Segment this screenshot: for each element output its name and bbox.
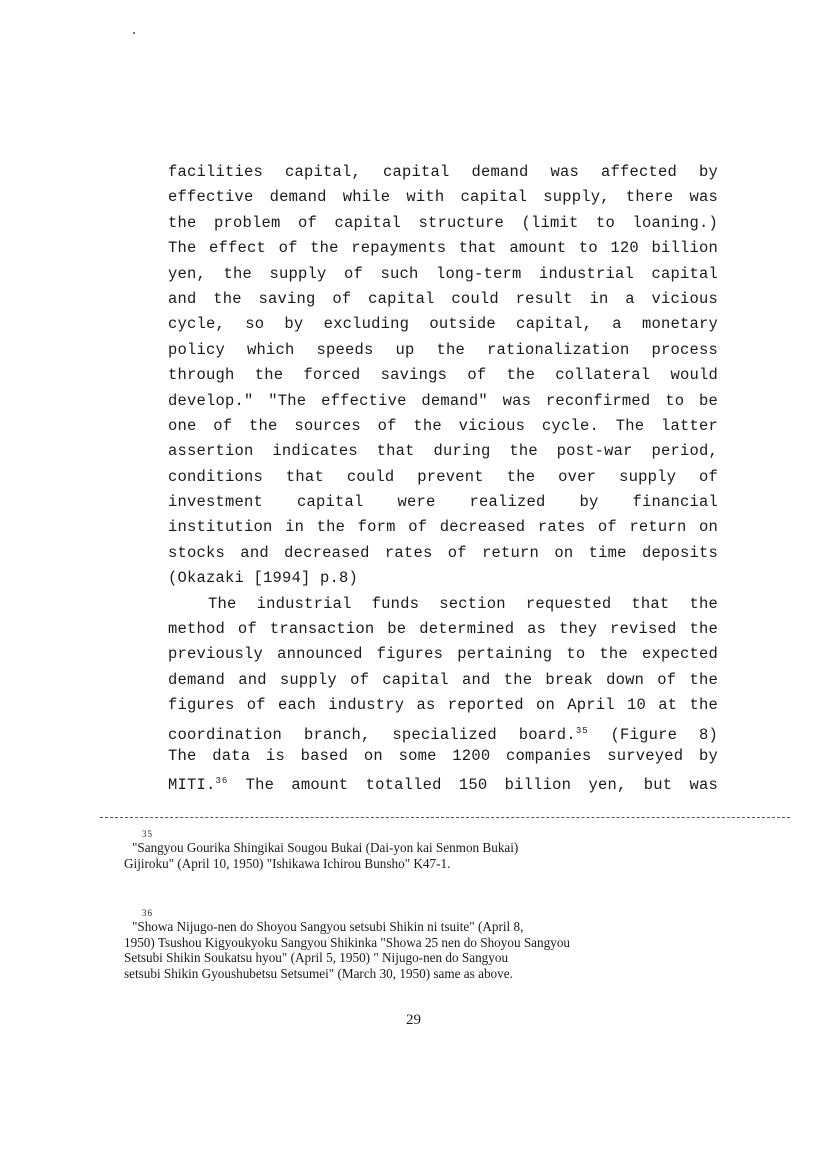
body-line: and the saving of capital could result in a vicious: [168, 289, 718, 308]
body-line: facilities capital, capital demand was affected by: [168, 163, 718, 181]
body-line-part: (Figure 8): [588, 725, 718, 744]
body-line: through the forced savings of the collateral would: [168, 366, 718, 385]
body-line: institution in the form of decreased rates of return on: [168, 518, 718, 537]
body-line: cycle, so by excluding outside capital, a monetary: [168, 315, 718, 334]
body-line: The effect of the repayments that amount to 120 billion: [168, 239, 718, 258]
footnote-line: 1950) Tsushou Kigyoukyoku Sangyou Shikinka "Showa 25 nen do Shoyou Sangyou: [124, 934, 571, 950]
footnote-line: "Sangyou Gourika Shingikai Sougou Bukai (Dai-yon kai Senmon Bukai): [132, 840, 519, 855]
body-line-part: MITI.: [168, 776, 216, 795]
footnote-line: Gijiroku" (April 10, 1950) "Ishikawa Ichirou Bunsho" K47-1.: [124, 855, 451, 871]
body-line: method of transaction be determined as they revised the: [168, 620, 718, 639]
body-line: [168, 769, 718, 794]
body-line: assertion indicates that during the post-war period,: [168, 442, 718, 461]
body-line: previously announced figures pertaining to the expected: [168, 645, 718, 664]
body-line: the problem of capital structure (limit to loaning.): [168, 213, 718, 232]
body-line: effective demand while with capital supply, there was: [168, 188, 718, 207]
body-line-part: The amount totalled 150 billion yen, but was: [228, 776, 718, 795]
body-line: one of the sources of the vicious cycle. The latter: [168, 416, 718, 435]
body-line: policy which speeds up the rationalization process: [168, 340, 718, 359]
footnote-35: [124, 828, 774, 871]
scan-speck: [133, 32, 135, 34]
body-line: yen, the supply of such long-term industrial capital: [168, 264, 718, 283]
body-line: (Okazaki [1994] p.8): [168, 569, 359, 588]
footnote-marker: 35: [142, 829, 153, 839]
body-line: The data is based on some 1200 companies surveyed by: [168, 746, 718, 765]
footnote-marker: 36: [142, 908, 153, 918]
body-line: demand and supply of capital and the break down of the: [168, 670, 718, 689]
body-line: The industrial funds section requested that the: [208, 594, 718, 613]
footnote-line: Setsubi Shikin Soukatsu hyou" (April 5, 1950) " Nijugo-nen do Sangyou: [124, 950, 509, 965]
footnote-line: setsubi Shikin Gyoushubetsu Setsumei" (March 30, 1950) same as above.: [124, 965, 513, 981]
body-line: figures of each industry as reported on April 10 at the: [168, 696, 718, 715]
body-line: conditions that could prevent the over supply of: [168, 467, 718, 486]
footnote-reference: 35: [575, 725, 589, 736]
footnote-36: [124, 907, 774, 981]
footnote-reference: 36: [215, 776, 229, 787]
body-line: stocks and decreased rates of return on time deposits: [168, 543, 718, 562]
body-line: develop." "The effective demand" was reconfirmed to be: [168, 391, 718, 410]
page-number: 29: [406, 1012, 421, 1028]
body-text: [168, 160, 718, 795]
footnote-separator: [100, 817, 790, 818]
body-line-part: coordination branch, specialized board.: [168, 725, 576, 744]
body-line: [168, 719, 718, 744]
footnote-line: "Showa Nijugo-nen do Shoyou Sangyou setsubi Shikin ni tsuite" (April 8,: [132, 919, 524, 934]
body-line: investment capital were realized by financial: [168, 493, 718, 512]
